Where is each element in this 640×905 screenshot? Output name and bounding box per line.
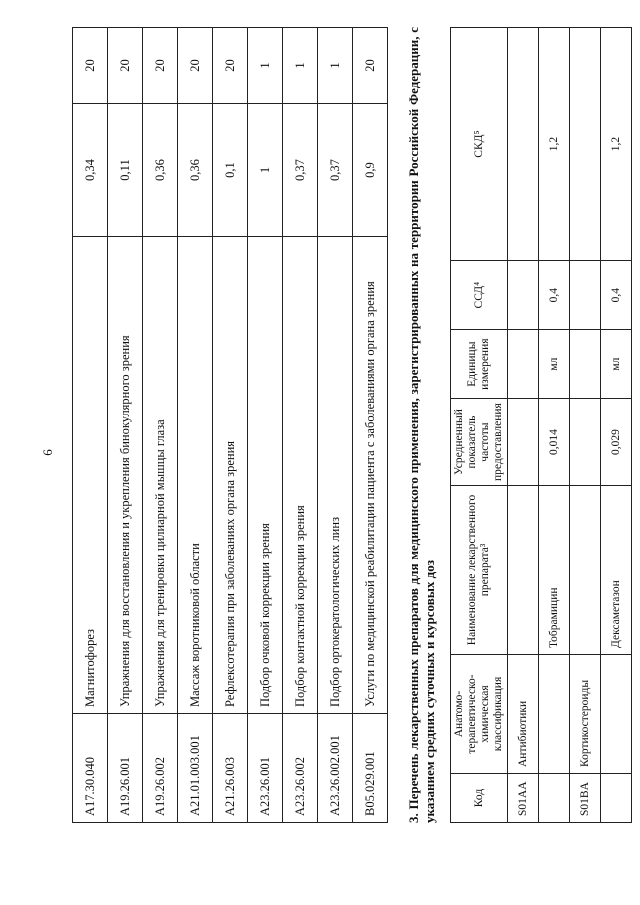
header-drug: Наименование лекарственного препарата³ [451, 486, 508, 655]
service-code: A23.26.002.001 [318, 714, 353, 823]
table-row [318, 28, 353, 823]
header-frequency: Усредненный показатель частоты предоставления [451, 399, 508, 486]
service-frequency: 0,1 [213, 104, 248, 237]
service-code: B05.029.001 [353, 714, 388, 823]
drug-skd: 1,2 [601, 28, 632, 261]
service-code: A23.26.002 [283, 714, 318, 823]
table-row [248, 28, 283, 823]
service-frequency: 0,11 [108, 104, 143, 237]
service-name: Магнитофорез [73, 237, 108, 714]
service-code: A17.30.040 [73, 714, 108, 823]
drug-ssd: 0,4 [601, 261, 632, 330]
service-multiplicity: 20 [213, 28, 248, 104]
header-unit: Единицы измерения [451, 330, 508, 399]
table-row [178, 28, 213, 823]
service-code: A23.26.001 [248, 714, 283, 823]
service-frequency: 0,37 [318, 104, 353, 237]
service-name: Массаж воротниковой области [178, 237, 213, 714]
section-heading: 3. Перечень лекарственных препаратов для медицинского применения, зарегистрированных на территории Российской Федерации, с указанием средних суточных и курсовых доз [406, 27, 437, 823]
drugs-table [450, 27, 632, 823]
table-row [213, 28, 248, 823]
service-name: Подбор контактной коррекции зрения [283, 237, 318, 714]
service-name: Подбор очковой коррекции зрения [248, 237, 283, 714]
service-multiplicity: 1 [318, 28, 353, 104]
atc-group-name: Антибиотики [508, 655, 539, 774]
drug-frequency: 0,029 [601, 399, 632, 486]
table-header-row [451, 28, 508, 823]
atc-group-name: Кортикостероиды [570, 655, 601, 774]
drug-name: Дексаметазон [601, 486, 632, 655]
table-row [601, 28, 632, 823]
table-row [353, 28, 388, 823]
page-number: 6 [40, 449, 55, 456]
service-multiplicity: 1 [283, 28, 318, 104]
drug-frequency: 0,014 [539, 399, 570, 486]
service-code: A19.26.002 [143, 714, 178, 823]
services-table [72, 27, 388, 823]
header-ssd: ССД⁴ [451, 261, 508, 330]
table-row [508, 28, 539, 823]
table-row [108, 28, 143, 823]
service-frequency: 0,36 [178, 104, 213, 237]
header-atc: Анатомо-терапевтическо-химическая классификация [451, 655, 508, 774]
service-name: Упражнения для восстановления и укрепления бинокулярного зрения [108, 237, 143, 714]
service-name: Рефлексотерапия при заболеваниях органа зрения [213, 237, 248, 714]
service-multiplicity: 20 [108, 28, 143, 104]
service-code: A19.26.001 [108, 714, 143, 823]
header-skd: СКД⁵ [451, 28, 508, 261]
table-row [143, 28, 178, 823]
service-frequency: 0,34 [73, 104, 108, 237]
drug-ssd: 0,4 [539, 261, 570, 330]
service-frequency: 0,37 [283, 104, 318, 237]
drug-unit: мл [601, 330, 632, 399]
table-row [570, 28, 601, 823]
service-multiplicity: 20 [73, 28, 108, 104]
service-name: Упражнения для тренировки цилиарной мышцы глаза [143, 237, 178, 714]
service-code: A21.01.003.001 [178, 714, 213, 823]
service-name: Подбор ортокератологических линз [318, 237, 353, 714]
table-row [539, 28, 570, 823]
service-code: A21.26.003 [213, 714, 248, 823]
service-frequency: 0,36 [143, 104, 178, 237]
service-frequency: 0,9 [353, 104, 388, 237]
service-multiplicity: 20 [143, 28, 178, 104]
drug-skd: 1,2 [539, 28, 570, 261]
table-row [73, 28, 108, 823]
service-multiplicity: 20 [178, 28, 213, 104]
service-multiplicity: 1 [248, 28, 283, 104]
table-row [283, 28, 318, 823]
drug-name: Тобрамицин [539, 486, 570, 655]
service-multiplicity: 20 [353, 28, 388, 104]
service-name: Услуги по медицинской реабилитации пациента с заболеваниями органа зрения [353, 237, 388, 714]
service-frequency: 1 [248, 104, 283, 237]
header-code: Код [451, 774, 508, 823]
atc-code: S01BA [570, 774, 601, 823]
drug-unit: мл [539, 330, 570, 399]
atc-code: S01AA [508, 774, 539, 823]
